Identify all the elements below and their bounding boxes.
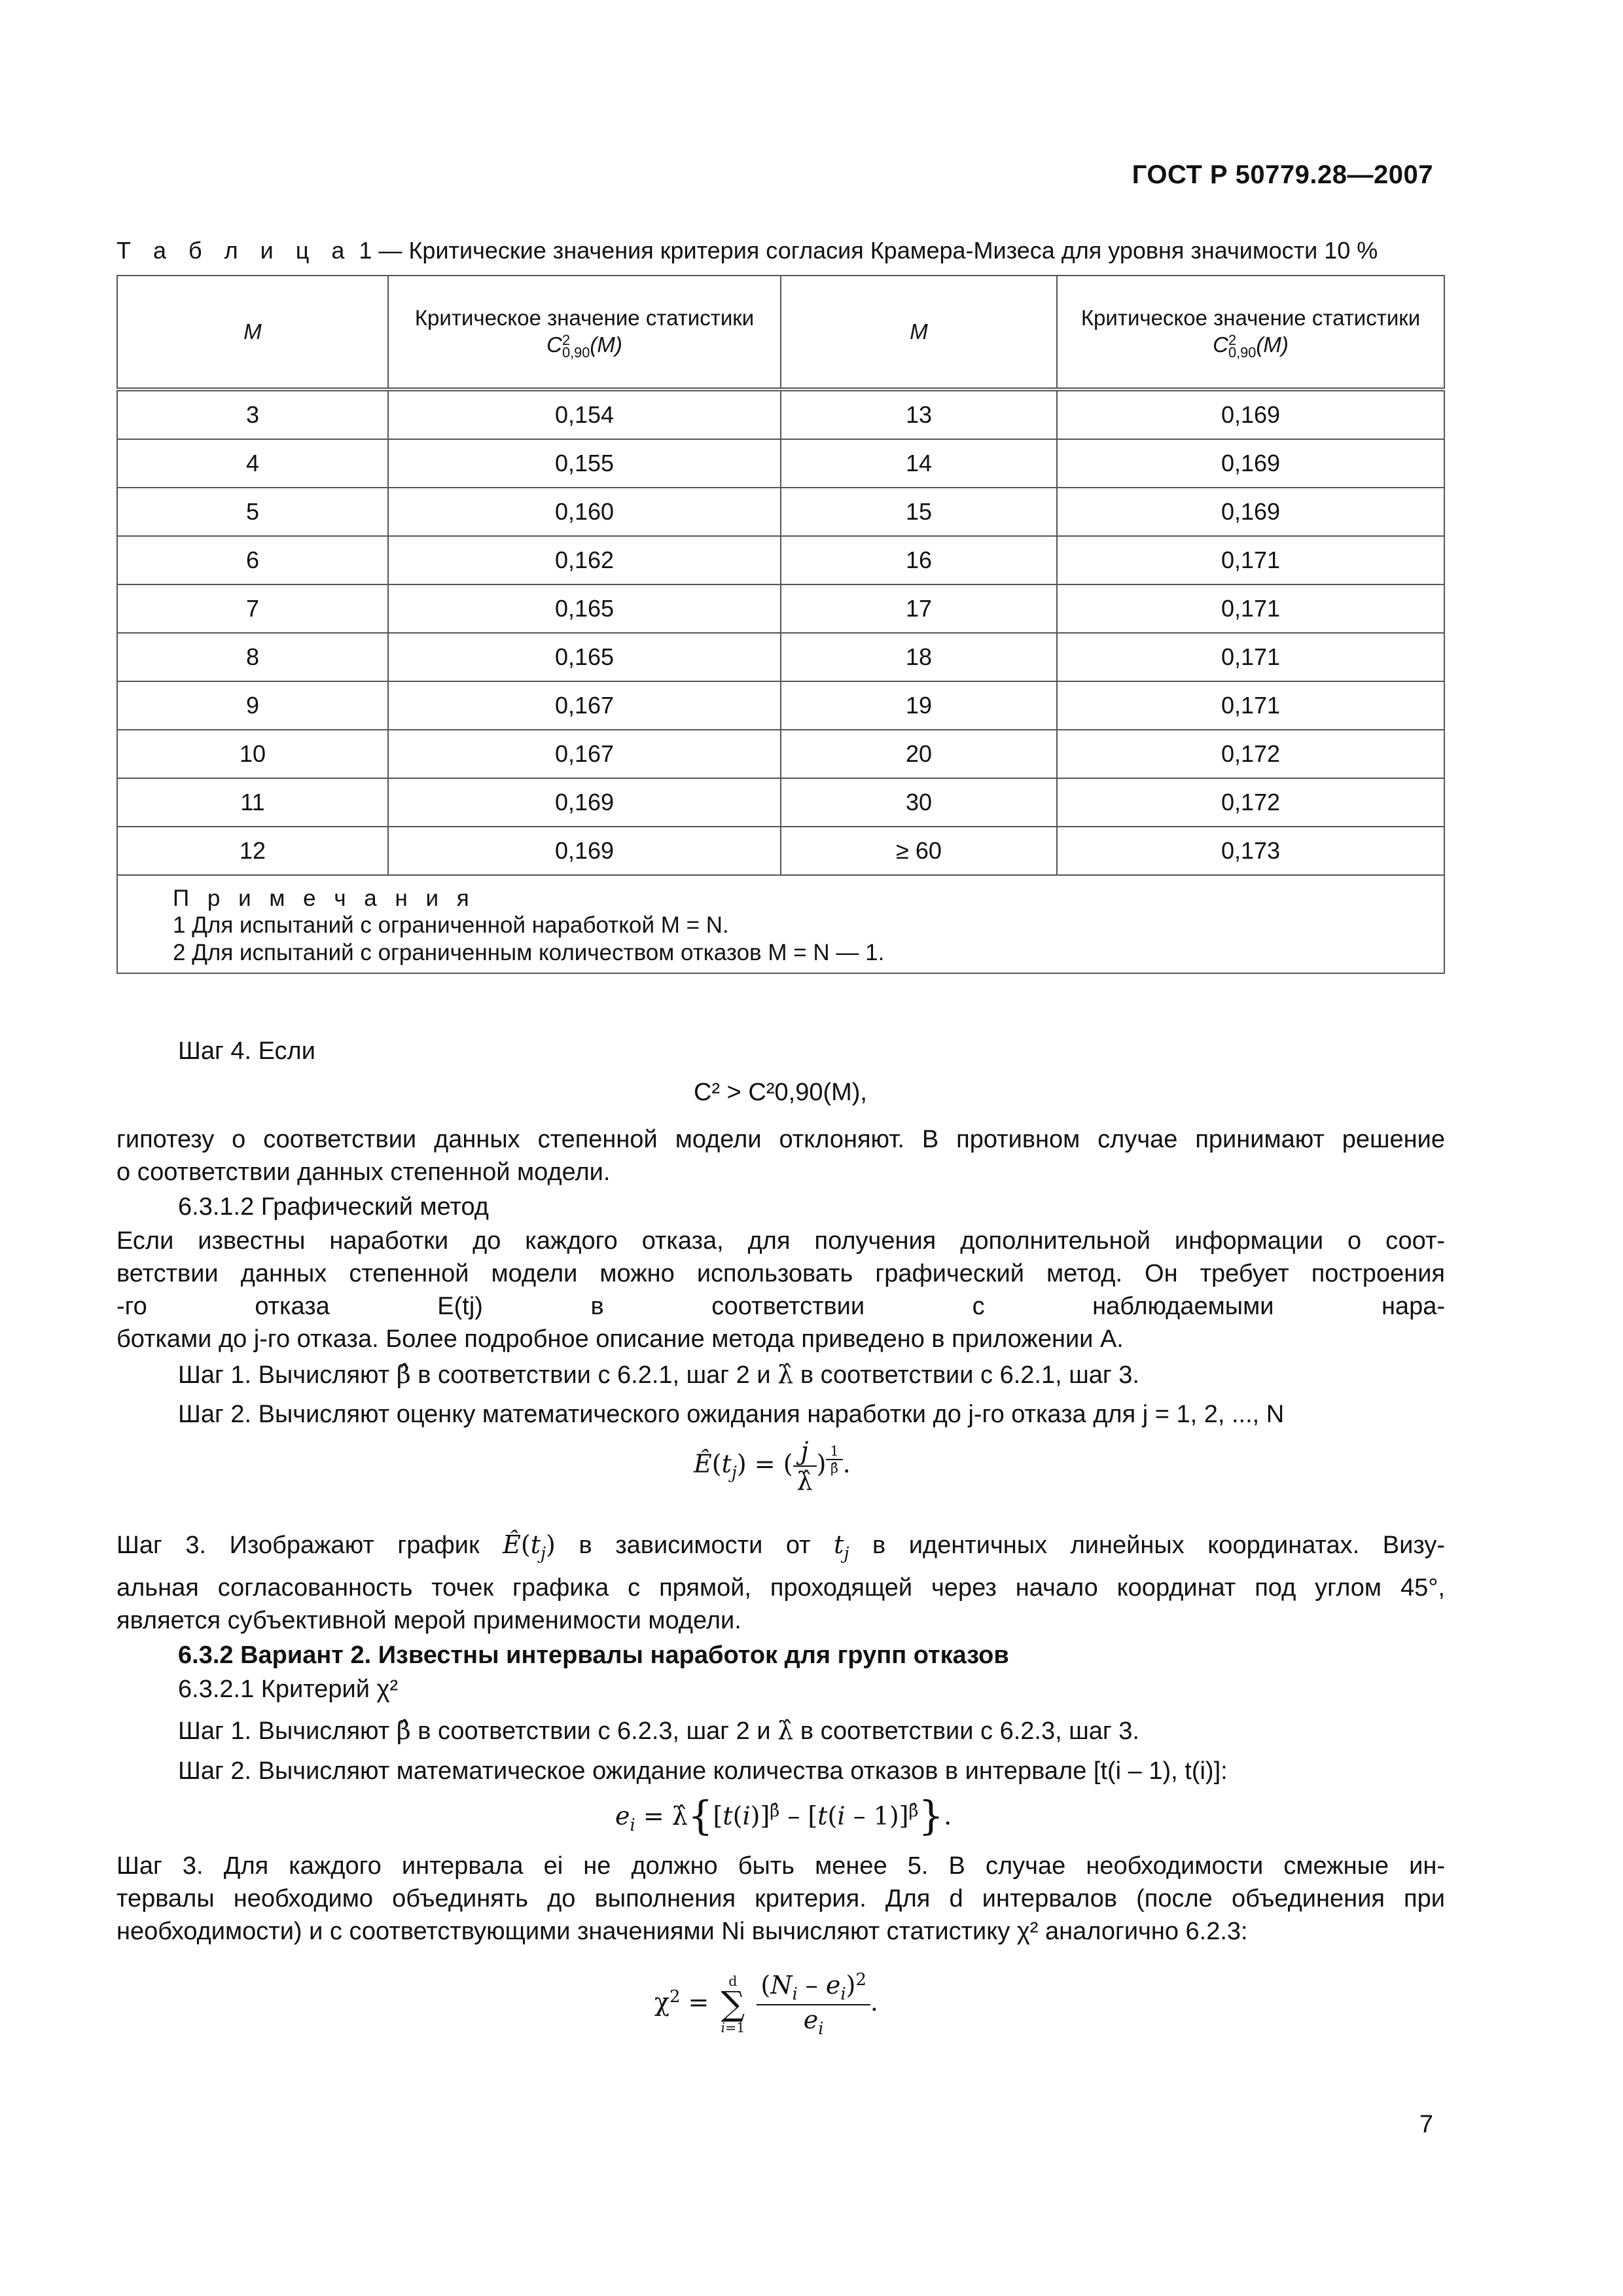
section-6-3-1-2: 6.3.1.2 Графический метод: [178, 1193, 489, 1221]
cell-m-left: 11: [117, 778, 388, 827]
cell-m-right: ≥ 60: [781, 827, 1057, 875]
cell-m-right: 20: [781, 730, 1057, 778]
table-notes-row: [117, 875, 1444, 973]
cell-crit-right: 0,171: [1057, 633, 1444, 681]
cell-m-right: 16: [781, 536, 1057, 584]
table-notes: [117, 875, 1444, 973]
formula-expected-failures: $e_i$ = $\lambdâ\{[t(i)]^{\betâ} - [t(i - 1)]^{\betâ}\}$.: [615, 1793, 952, 1839]
note-1: 1 Для испытаний с ограниченной наработкой M = N.: [173, 912, 729, 939]
cell-crit-left: 0,165: [388, 584, 781, 633]
section-6-3-2-1: 6.3.2.1 Критерий χ²: [178, 1676, 399, 1703]
document-id: ГОСТ Р 50779.28—2007: [1132, 160, 1433, 189]
col-header-crit-left: Критическое значение статистики C 2 0,90 (M): [388, 276, 781, 389]
table-row: [117, 827, 1444, 875]
cell-m-left: 12: [117, 827, 388, 875]
cell-crit-left: 0,169: [388, 778, 781, 827]
interval-step-3-line-2: тервалы необходимо объединять до выполнения критерия. Для d интервалов (после объединения при: [116, 1885, 1445, 1912]
cell-crit-right: 0,171: [1057, 584, 1444, 633]
table-row: [117, 488, 1444, 536]
cell-crit-left: 0,154: [388, 389, 781, 439]
paragraph-2-line-4: ботками до j-го отказа. Более подробное описание метода приведено в приложении А.: [116, 1325, 1124, 1353]
cell-m-left: 10: [117, 730, 388, 778]
paragraph-2-line-1: Если известны наработки до каждого отказа, для получения дополнительной информации о соот-: [116, 1227, 1445, 1255]
cell-m-right: 18: [781, 633, 1057, 681]
formula-expected-time: $Ê(t_j)$ = ( $\frac{j}{\lambdâ}$ ) $^{\frac{1}{\betâ}}$ .: [694, 1437, 851, 1496]
formula-c2-condition: C² > C²0,90(M),: [694, 1079, 867, 1106]
section-6-3-2-heading: 6.3.2 Вариант 2. Известны интервалы наработок для групп отказов: [178, 1641, 1009, 1669]
notes-title: П р и м е ч а н и я: [173, 886, 475, 911]
interval-step-3-line-3: необходимости) и с соответствующими значениями Ni вычисляют статистику χ² аналогично 6.2.3:: [116, 1918, 1248, 1945]
col-header-m-left: M: [117, 276, 388, 389]
cell-crit-left: 0,162: [388, 536, 781, 584]
interval-step-3-line-1: Шаг 3. Для каждого интервала ei не должно быть менее 5. В случае необходимости смежные ин-: [116, 1852, 1445, 1880]
cell-crit-right: 0,169: [1057, 488, 1444, 536]
cell-m-right: 17: [781, 584, 1057, 633]
table-row: [117, 730, 1444, 778]
page-number: 7: [1419, 2111, 1433, 2138]
table-row: [117, 536, 1444, 584]
table-row: [117, 389, 1444, 439]
cell-crit-right: 0,169: [1057, 389, 1444, 439]
paragraph-1-line-2: о соответствии данных степенной модели.: [116, 1158, 611, 1186]
cell-crit-right: 0,169: [1057, 439, 1444, 488]
cell-m-left: 9: [117, 681, 388, 730]
table-caption: [116, 237, 1378, 264]
interval-step-2: Шаг 2. Вычисляют математическое ожидание количества отказов в интервале [t(i – 1), t(i)]:: [178, 1757, 1228, 1785]
cell-m-right: 13: [781, 389, 1057, 439]
table-row: [117, 633, 1444, 681]
graph-step-3-line-1: Шаг 3. Изображают график $Ê(t_j)$ в зависимости от $t_j$ в идентичных линейных координатах. Визу-: [116, 1530, 1445, 1564]
table-caption-label: Т а б л и ц а: [116, 237, 353, 264]
paragraph-2-line-2: ветствии данных степенной модели можно использовать графический метод. Он требует построения: [116, 1260, 1445, 1287]
cell-m-right: 14: [781, 439, 1057, 488]
cell-m-left: 7: [117, 584, 388, 633]
critical-values-table: [116, 275, 1445, 974]
cell-crit-left: 0,167: [388, 730, 781, 778]
step4-text: Шаг 4. Если: [178, 1037, 315, 1065]
cell-crit-left: 0,165: [388, 633, 781, 681]
table-header-row: [117, 276, 1444, 389]
table-row: [117, 584, 1444, 633]
cell-crit-left: 0,155: [388, 439, 781, 488]
paragraph-3-line-2: является субъективной мерой применимости модели.: [116, 1607, 741, 1634]
col-header-crit-right: Критическое значение статистики C 2 0,90 (M): [1057, 276, 1444, 389]
cell-crit-left: 0,160: [388, 488, 781, 536]
cell-crit-right: 0,171: [1057, 536, 1444, 584]
interval-step-1: Шаг 1. Вычисляют β̂ в соответствии с 6.2.3, шаг 2 и λ̂ в соответствии с 6.2.3, шаг 3.: [178, 1716, 1139, 1745]
cell-crit-left: 0,167: [388, 681, 781, 730]
table-row: [117, 778, 1444, 827]
cell-m-left: 5: [117, 488, 388, 536]
cell-crit-right: 0,171: [1057, 681, 1444, 730]
cell-m-left: 8: [117, 633, 388, 681]
cell-m-right: 15: [781, 488, 1057, 536]
cell-m-right: 19: [781, 681, 1057, 730]
cell-crit-right: 0,172: [1057, 730, 1444, 778]
col-header-m-right: M: [781, 276, 1057, 389]
cell-m-right: 30: [781, 778, 1057, 827]
paragraph-2-line-3: -го отказа E(tj) в соответствии с наблюдаемыми нара-: [116, 1293, 1445, 1320]
table-row: [117, 681, 1444, 730]
table-caption-text: 1 — Критические значения критерия согласия Крамера-Мизеса для уровня значимости 10 %: [359, 237, 1378, 264]
paragraph-1-line-1: гипотезу о соответствии данных степенной модели отклоняют. В противном случае принимают решение: [116, 1126, 1445, 1153]
cell-m-left: 6: [117, 536, 388, 584]
graph-step-1: Шаг 1. Вычисляют β̂ в соответствии с 6.2.1, шаг 2 и λ̂ в соответствии с 6.2.1, шаг 3.: [178, 1360, 1139, 1389]
cell-crit-right: 0,172: [1057, 778, 1444, 827]
cell-m-left: 4: [117, 439, 388, 488]
formula-chi-square: $\chi^2$ = d ∑ i=1 $\frac{(N_i - e_i)^2}{e_i}$ .: [654, 1970, 879, 2039]
table-row: [117, 439, 1444, 488]
cell-crit-right: 0,173: [1057, 827, 1444, 875]
paragraph-3-line-1: альная согласованность точек графика с прямой, проходящей через начало координат под углом 45°,: [116, 1574, 1445, 1602]
cell-crit-left: 0,169: [388, 827, 781, 875]
graph-step-2: Шаг 2. Вычисляют оценку математического ожидания наработки до j-го отказа для j = 1, 2, ..., N: [178, 1401, 1285, 1428]
note-2: 2 Для испытаний с ограниченным количеством отказов M = N — 1.: [173, 939, 885, 965]
cell-m-left: 3: [117, 389, 388, 439]
